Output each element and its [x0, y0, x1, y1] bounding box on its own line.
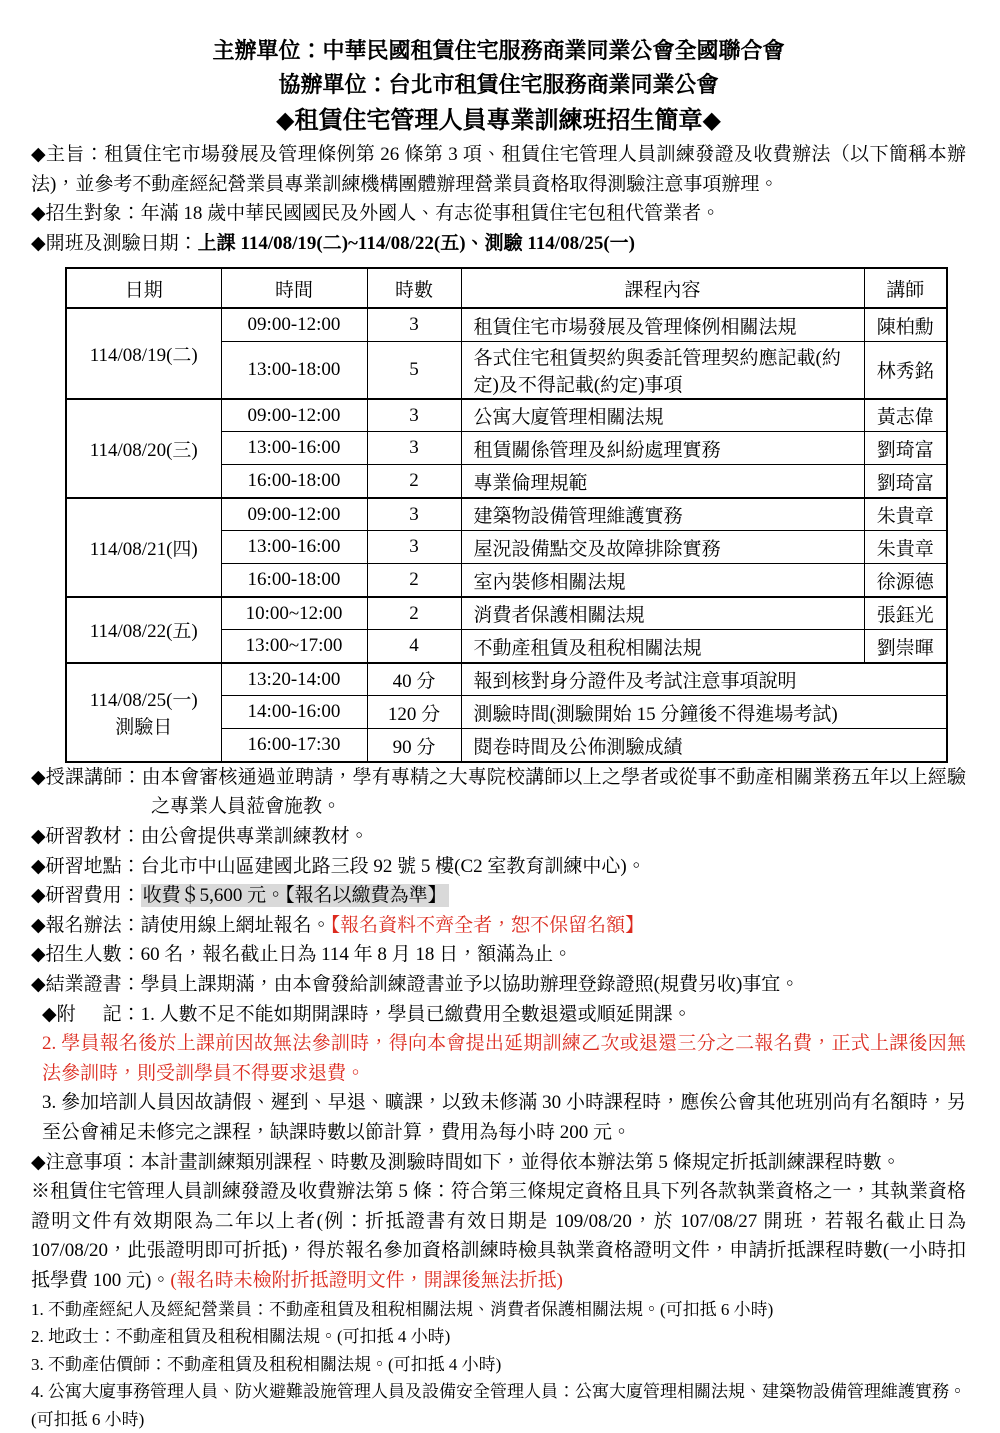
lecturer-text: 由本會審核通過並聘請，學有專精之大專院校講師以上之學者或從事不動產相關業務五年以上經驗之專業人員蒞會施教。 [141, 766, 966, 818]
certificate-paragraph [31, 970, 966, 1000]
course-cell: 租賃關係管理及糾紛處理實務 [461, 432, 864, 465]
location-text: 台北市中山區建國北路三段 92 號 5 樓(C2 室教育訓練中心)。 [140, 855, 646, 877]
dates-text: 上課 114/08/19(二)~114/08/22(五)、測驗 114/08/25(一) [197, 232, 635, 254]
time-cell: 13:00~17:00 [221, 630, 367, 663]
notes-line-1 [42, 1000, 966, 1030]
date-cell: 114/08/19(二) [66, 308, 221, 399]
teacher-cell: 朱貴章 [864, 531, 947, 564]
teacher-cell: 張鈺光 [864, 597, 947, 630]
attention-text: 本計畫訓練類別課程、時數及測驗時間如下，並得依本辦法第 5 條規定折抵訓練課程時數。 [140, 1151, 901, 1173]
table-row [66, 597, 947, 630]
notes-label-left: ◆附 [42, 1003, 76, 1025]
teacher-cell: 陳柏勳 [864, 308, 947, 341]
table-row [66, 399, 947, 432]
course-cell: 租賃住宅市場發展及管理條例相關法規 [461, 308, 864, 341]
notes-item-1: 1. 人數不足不能如期開課時，學員已繳費用全數退還或順延開課。 [140, 1003, 692, 1025]
header-date: 日期 [66, 268, 221, 308]
time-cell: 10:00~12:00 [221, 597, 367, 630]
regulation-text: ※租賃住宅管理人員訓練發證及收費辦法第 5 條：符合第三條規定資格且具下列各款執業資格之一，其執業資格證明文件有效期限為二年以上者(例：折抵證書有效日期是 109/08/20，於 107/08/27 開班，若報名截止日為 107/08/20，此張證明即可折抵)，得於報名參加資格訓練時檢具執業資格證明文件，申請折抵課程時數(一小時扣抵學費 100 元)。 [31, 1181, 966, 1291]
hours-cell: 3 [367, 531, 461, 564]
attention-paragraph [31, 1148, 966, 1178]
fee-paragraph [31, 881, 966, 911]
teacher-cell: 黃志偉 [864, 399, 947, 432]
quota-label: ◆招生人數： [31, 944, 141, 966]
course-cell: 專業倫理規範 [461, 465, 864, 498]
notes-label-right: 記： [102, 1003, 141, 1025]
teacher-cell: 徐源德 [864, 564, 947, 597]
deduction-item-4: 4. 公寓大廈事務管理人員、防火避難設施管理人員及設備安全管理人員：公寓大廈管理相關法規、建築物設備管理維護實務。(可扣抵 6 小時) [31, 1382, 966, 1429]
course-cell: 消費者保護相關法規 [461, 597, 864, 630]
date-cell [66, 663, 221, 762]
teacher-cell: 劉琦富 [864, 465, 947, 498]
date-subtext: 測驗日 [115, 717, 173, 739]
hours-cell: 2 [367, 564, 461, 597]
organizer-line: 主辦單位：中華民國租賃住宅服務商業同業公會全國聯合會 [212, 38, 785, 63]
header-teacher: 講師 [864, 268, 947, 308]
deduction-item-3: 3. 不動產估價師：不動產租賃及租稅相關法規。(可扣抵 4 小時) [31, 1354, 502, 1374]
date-text: 114/08/25(一) [89, 690, 198, 712]
time-cell: 09:00-12:00 [221, 498, 367, 531]
target-text: 年滿 18 歲中華民國國民及外國人、有志從事租賃住宅包租代管業者。 [140, 203, 721, 225]
hours-cell: 2 [367, 597, 461, 630]
material-paragraph [31, 822, 966, 852]
lecturer-paragraph [31, 763, 966, 822]
fee-highlighted-text: 收費＄5,600 元。【報名以繳費為準】 [142, 885, 447, 907]
certificate-label: ◆結業證書： [31, 974, 141, 996]
co-organizer-line: 協辦單位：台北市租賃住宅服務商業同業公會 [278, 72, 719, 97]
material-text: 由公會提供專業訓練教材。 [140, 826, 369, 848]
notes-item-3: 3. 參加培訓人員因故請假、遲到、早退、曠課，以致未修滿 30 小時課程時，應俟公會其他班別尚有名額時，另至公會補足未修完之課程，缺課時數以節計算，費用為每小時 200 元。 [42, 1092, 966, 1143]
purpose-paragraph [31, 140, 966, 199]
date-cell: 114/08/20(三) [66, 399, 221, 498]
course-cell: 公寓大廈管理相關法規 [461, 399, 864, 432]
notes-item-2: 2. 學員報名後於上課前因故無法參訓時，得向本會提出延期訓練乙次或退還三分之二報名費，正式上課後因無法參訓時，則受訓學員不得要求退費。 [42, 1033, 966, 1084]
time-cell: 13:00-16:00 [221, 432, 367, 465]
course-cell: 不動產租賃及租稅相關法規 [461, 630, 864, 663]
hours-cell: 3 [367, 399, 461, 432]
time-cell: 16:00-17:30 [221, 729, 367, 762]
time-cell: 09:00-12:00 [221, 308, 367, 341]
course-cell: 屋況設備點交及故障排除實務 [461, 531, 864, 564]
target-paragraph [31, 199, 966, 229]
hours-cell: 2 [367, 465, 461, 498]
regulation-warning-text: (報名時未檢附折抵證明文件，開課後無法折抵) [170, 1269, 563, 1291]
dates-paragraph [31, 229, 966, 259]
hours-cell: 4 [367, 630, 461, 663]
hours-cell: 120 分 [367, 696, 461, 729]
date-cell: 114/08/21(四) [66, 498, 221, 597]
time-cell: 16:00-18:00 [221, 564, 367, 597]
hours-cell: 5 [367, 341, 461, 399]
material-label: ◆研習教材： [31, 826, 141, 848]
teacher-cell: 林秀銘 [864, 341, 947, 399]
quota-paragraph [31, 940, 966, 970]
hours-cell: 40 分 [367, 663, 461, 696]
time-cell: 14:00-16:00 [221, 696, 367, 729]
course-cell: 測驗時間(測驗開始 15 分鐘後不得進場考試) [461, 696, 947, 729]
regulation-paragraph [31, 1177, 966, 1295]
hours-cell: 3 [367, 432, 461, 465]
course-cell: 建築物設備管理維護實務 [461, 498, 864, 531]
signup-text: 請使用線上網址報名。 [140, 914, 331, 936]
lecturer-label: ◆授課講師： [31, 766, 142, 788]
header-hours: 時數 [367, 268, 461, 308]
teacher-cell: 劉琦富 [864, 432, 947, 465]
table-row [66, 663, 947, 696]
notes-block [42, 1000, 966, 1148]
quota-text: 60 名，報名截止日為 114 年 8 月 18 日，額滿為止。 [140, 944, 573, 966]
header-course: 課程內容 [461, 268, 864, 308]
header-time: 時間 [221, 268, 367, 308]
document-title: ◆租賃住宅管理人員專業訓練班招生簡章◆ [276, 108, 721, 134]
time-cell: 13:00-16:00 [221, 531, 367, 564]
title-block [31, 34, 966, 140]
purpose-text: 租賃住宅市場發展及管理條例第 26 條第 3 項、租賃住宅管理人員訓練發證及收費辦法（以下簡稱本辦法)，並參考不動產經紀營業員專業訓練機構團體辦理營業員資格取得測驗注意事項辦理。 [31, 144, 966, 195]
fee-label: ◆研習費用： [31, 885, 141, 907]
course-cell: 室內裝修相關法規 [461, 564, 864, 597]
time-cell: 09:00-12:00 [221, 399, 367, 432]
course-schedule-table [65, 267, 948, 763]
dates-label: ◆開班及測驗日期： [31, 232, 198, 254]
teacher-cell: 劉崇暉 [864, 630, 947, 663]
location-label: ◆研習地點： [31, 855, 141, 877]
certificate-text: 學員上課期滿，由本會發給訓練證書並予以協助辦理登錄證照(規費另收)事宜。 [140, 974, 800, 996]
course-cell: 報到核對身分證件及考試注意事項說明 [461, 663, 947, 696]
deduction-item-2: 2. 地政士：不動產租賃及租稅相關法規。(可扣抵 4 小時) [31, 1327, 451, 1347]
time-cell: 13:20-14:00 [221, 663, 367, 696]
time-cell: 13:00-18:00 [221, 341, 367, 399]
course-cell: 各式住宅租賃契約與委託管理契約應記載(約定)及不得記載(約定)事項 [461, 341, 864, 399]
attention-label: ◆注意事項： [31, 1151, 141, 1173]
teacher-cell: 朱貴章 [864, 498, 947, 531]
date-cell: 114/08/22(五) [66, 597, 221, 663]
signup-label: ◆報名辦法： [31, 914, 141, 936]
signup-paragraph [31, 911, 966, 941]
location-paragraph [31, 852, 966, 882]
hours-cell: 3 [367, 498, 461, 531]
hours-cell: 90 分 [367, 729, 461, 762]
time-cell: 16:00-18:00 [221, 465, 367, 498]
table-row [66, 308, 947, 341]
purpose-label: ◆主旨： [31, 144, 105, 165]
signup-warning-text: 【報名資料不齊全者，恕不保留名額】 [330, 914, 645, 936]
table-header-row [66, 268, 947, 308]
course-cell: 閱卷時間及公佈測驗成績 [461, 729, 947, 762]
deduction-list [31, 1296, 966, 1433]
target-label: ◆招生對象： [31, 203, 141, 225]
hours-cell: 3 [367, 308, 461, 341]
table-row [66, 498, 947, 531]
deduction-item-1: 1. 不動產經紀人及經紀營業員：不動產租賃及租稅相關法規、消費者保護相關法規。(可扣抵 6 小時) [31, 1299, 774, 1319]
